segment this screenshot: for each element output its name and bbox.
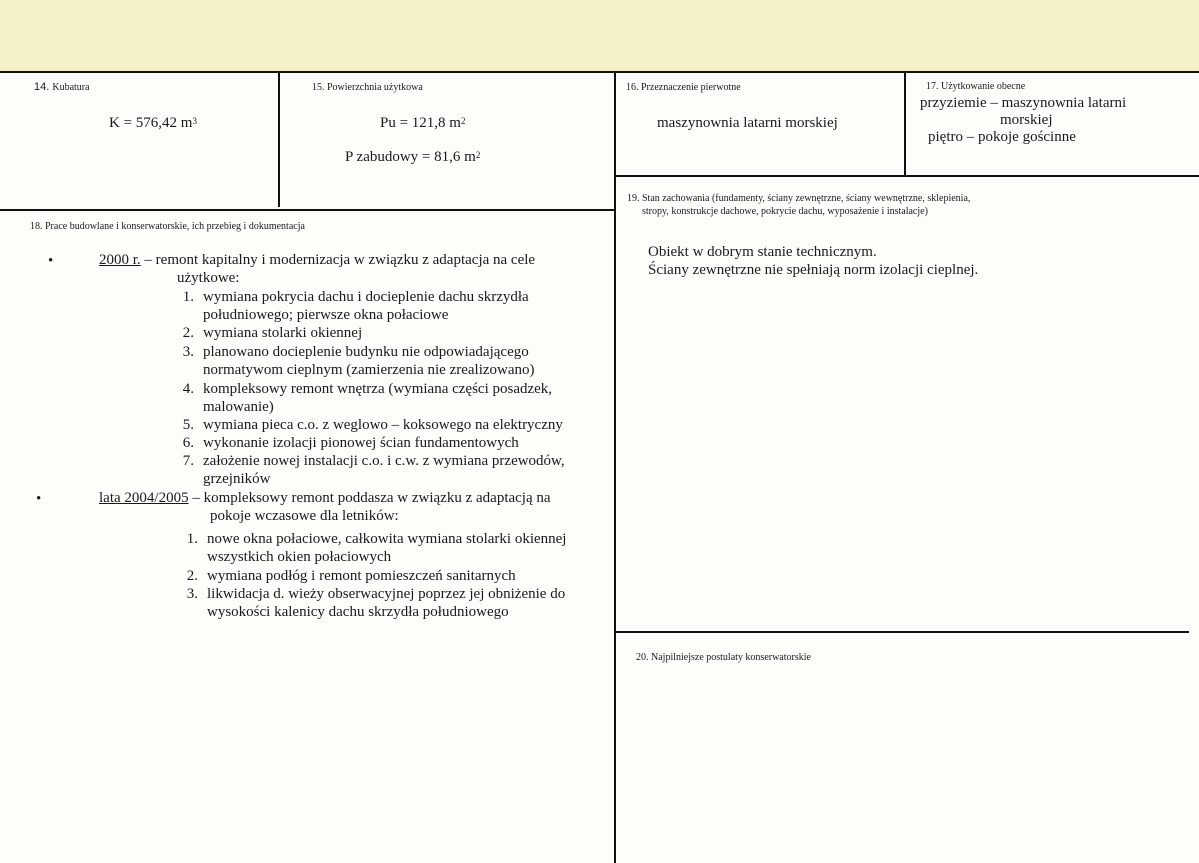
field-17-label: 17. Użytkowanie obecne xyxy=(926,81,1026,92)
field-15-label: 15. Powierzchnia użytkowa xyxy=(312,82,423,93)
item-1-line-1 xyxy=(99,251,589,269)
divider-14-15 xyxy=(278,71,280,207)
przeznaczenie-value: maszynownia latarni morskiej xyxy=(657,115,838,131)
divider-15-18 xyxy=(0,209,614,211)
main-vertical-divider xyxy=(614,71,616,863)
uzytkowanie-line-2: morskiej xyxy=(1000,112,1053,128)
pu-value: Pu = 121,8 $m^2$ xyxy=(380,115,466,131)
stan-zachowania-line-1: Obiekt w dobrym stanie technicznym. xyxy=(648,244,877,260)
divider-16-19 xyxy=(614,175,1199,177)
item-2-year: lata 2004/2005 xyxy=(99,490,189,506)
bullet-1: • xyxy=(48,253,54,269)
field-18-label: 18. Prace budowlane i konserwatorskie, ich przebieg i dokumentacja xyxy=(30,221,305,232)
field-19-label-line-2: stropy, konstrukcje dachowe, pokrycie dachu, wyposażenie i instalacje) xyxy=(642,206,928,217)
field-14-number: 14. xyxy=(34,81,50,93)
kubatura-value: K = 576,42 $m^3$ xyxy=(109,115,197,131)
divider-19-20 xyxy=(614,631,1189,633)
field-20-label: 20. Najpilniejsze postulaty konserwatorskie xyxy=(636,652,811,663)
item-2-line-1 xyxy=(99,489,589,507)
bullet-2: • xyxy=(36,491,42,507)
item-1-line-2: użytkowe: xyxy=(177,270,240,286)
top-border-line xyxy=(0,71,1199,73)
item-1-text: – remont kapitalny i modernizacja w związku z adaptacja na cele xyxy=(140,252,536,268)
uzytkowanie-line-1: przyziemie – maszynownia latarni xyxy=(920,95,1127,111)
item-2-text: – kompleksowy remont poddasza w związku z adaptacją na xyxy=(188,490,551,506)
top-margin-band xyxy=(0,0,1199,72)
divider-16-17 xyxy=(904,71,906,177)
uzytkowanie-line-3: piętro – pokoje gościnne xyxy=(928,129,1076,145)
field-14-label xyxy=(34,81,90,94)
field-16-label: 16. Przeznaczenie pierwotne xyxy=(626,82,741,93)
item-2-line-2: pokoje wczasowe dla letników: xyxy=(210,508,399,524)
stan-zachowania-line-2: Ściany zewnętrzne nie spełniają norm izolacji cieplnej. xyxy=(648,262,979,278)
field-14-title: Kubatura xyxy=(52,82,90,93)
p-zabudowy-value: P zabudowy = 81,6 $m^2$ xyxy=(345,149,481,165)
item-1-year: 2000 r. xyxy=(99,252,141,268)
field-19-label-line-1: 19. Stan zachowania (fundamenty, ściany zewnętrzne, ściany wewnętrzne, sklepienia, xyxy=(627,193,971,204)
